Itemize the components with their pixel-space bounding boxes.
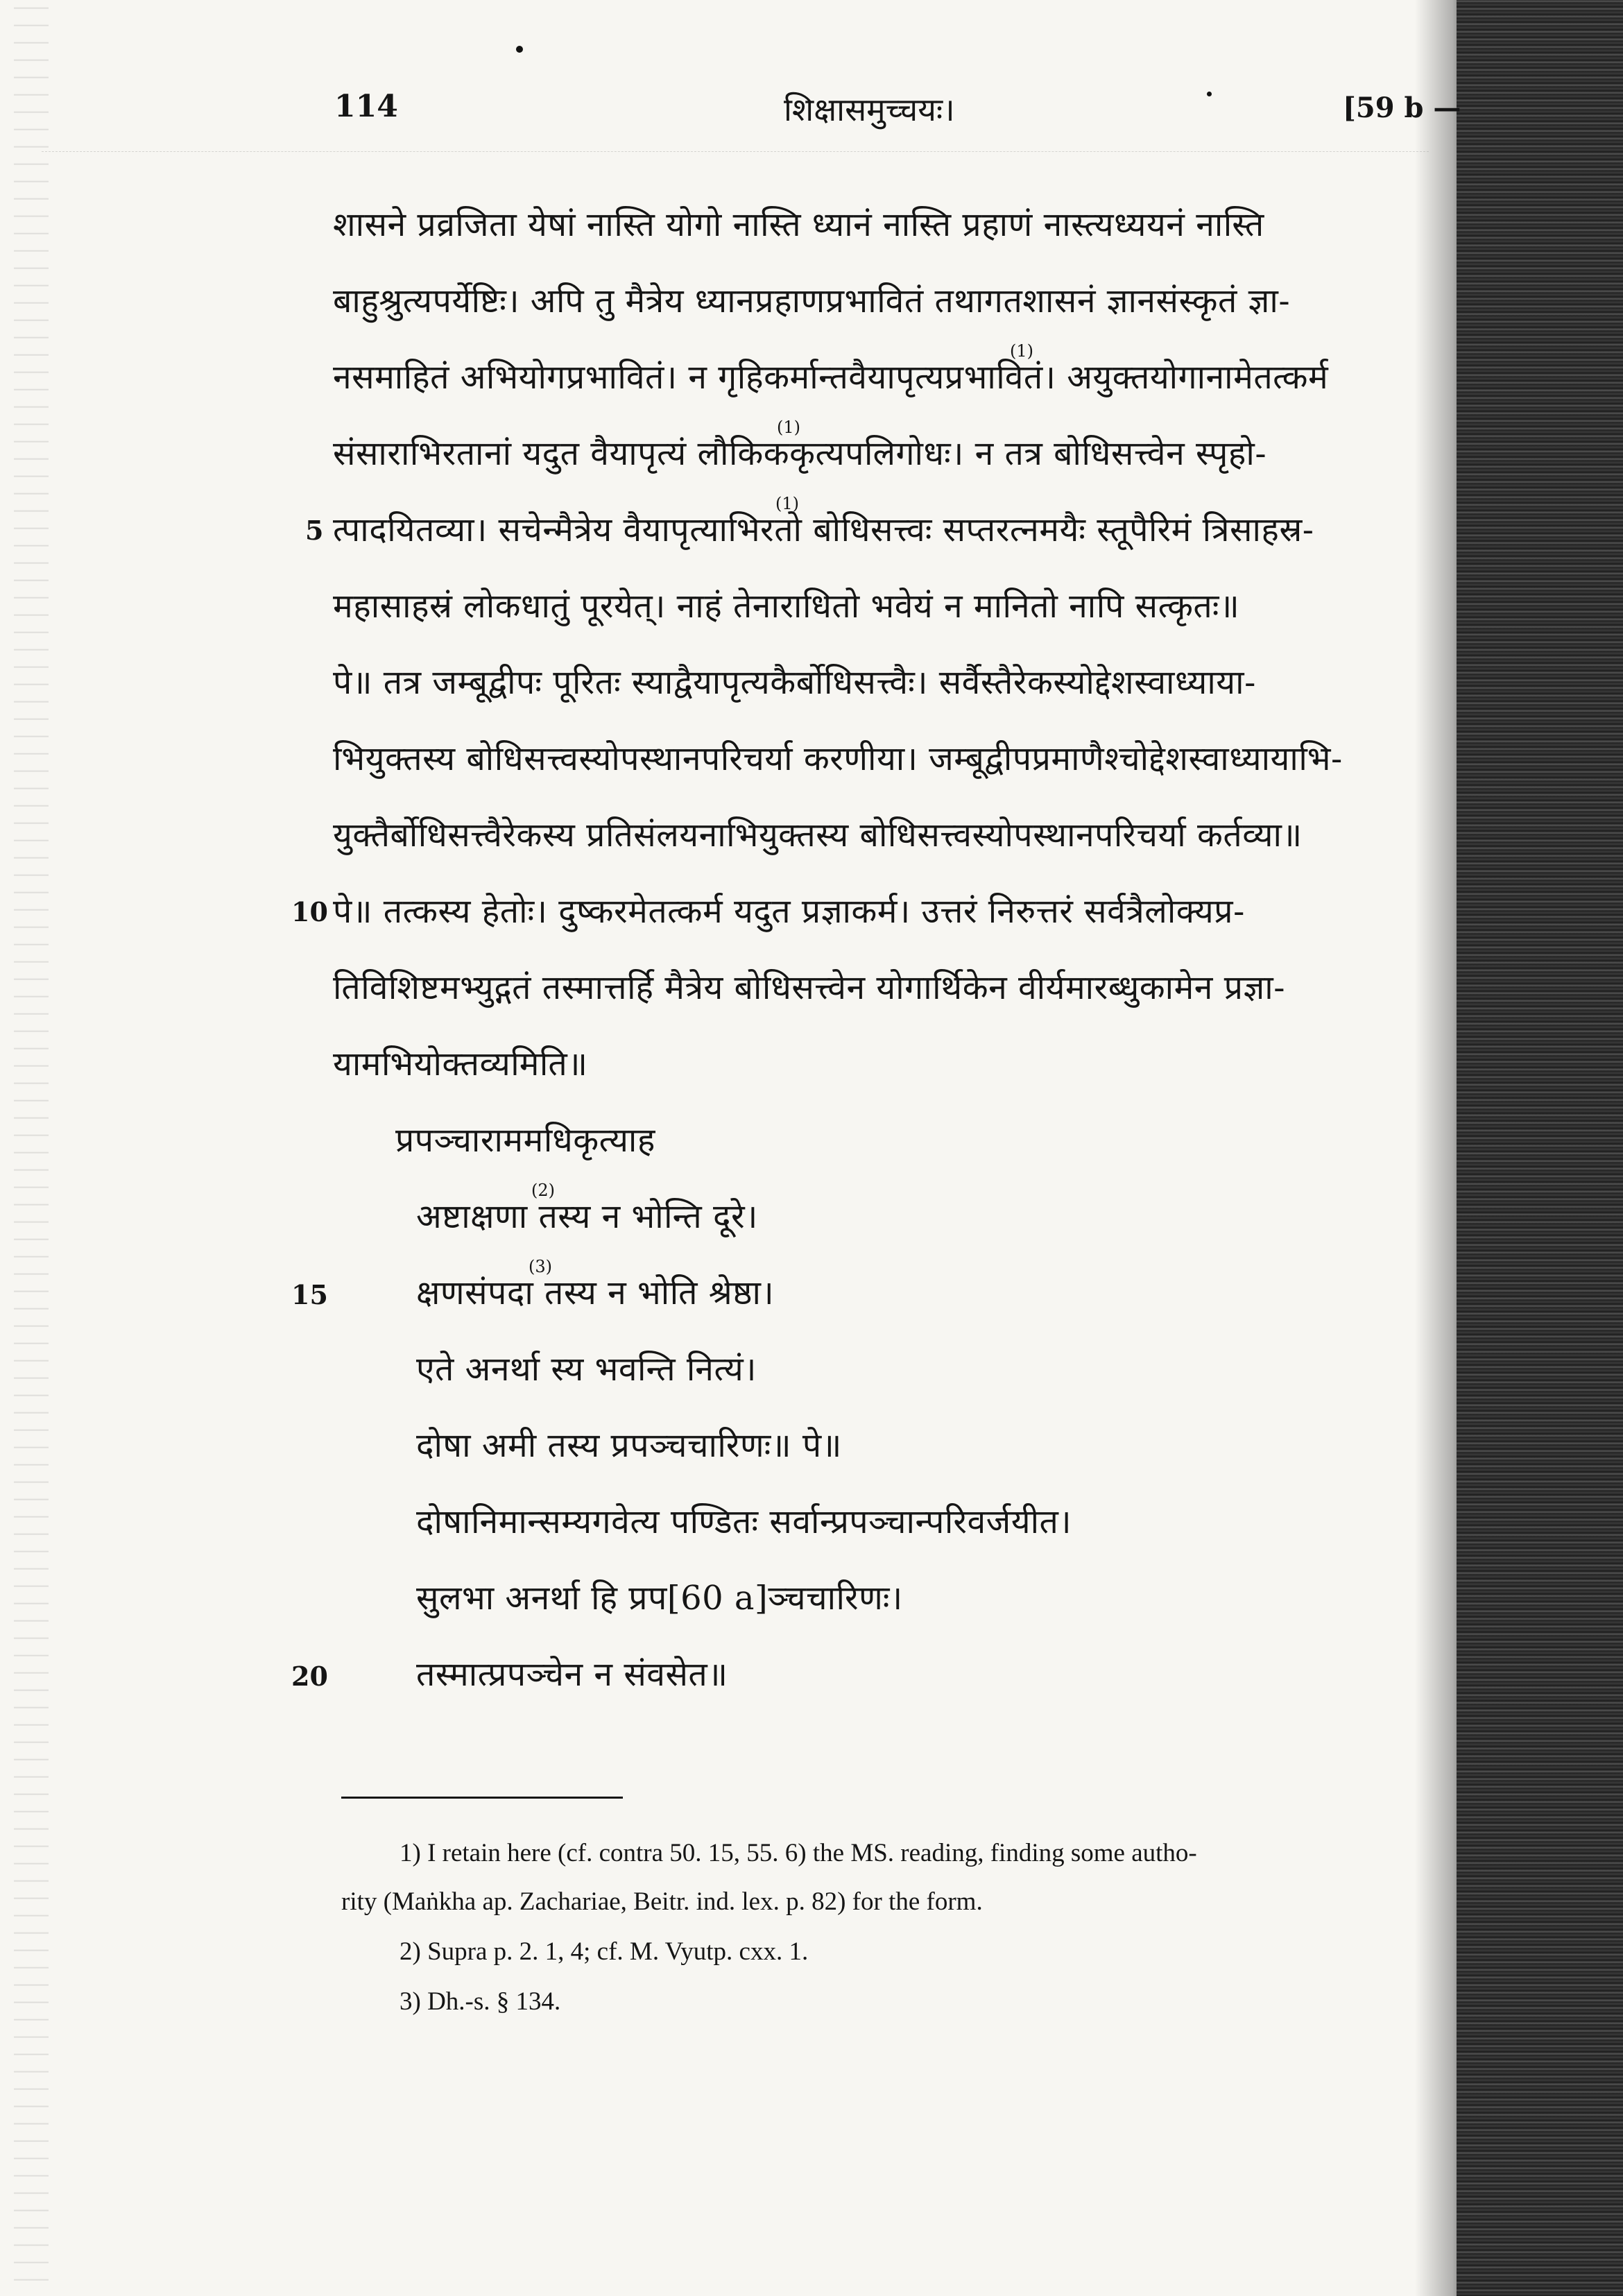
footnote-marker: (1) xyxy=(775,494,799,513)
text-line: भियुक्तस्य बोधिसत्त्वस्योपस्थानपरिचर्या करणीया। जम्बूद्वीपप्रमाणैश्चोद्देशस्वाध्यायाभि- xyxy=(333,739,1343,778)
binding-edge xyxy=(1457,0,1623,2296)
running-title: शिक्षासमुच्चयः। xyxy=(784,91,955,128)
verse-line: सुलभा अनर्था हि प्रप[60 a]ञ्चचारिणः। xyxy=(416,1579,903,1618)
footnote: rity (Maṅkha ap. Zachariae, Beitr. ind. lex. p. 82) for the form. xyxy=(341,1887,983,1916)
text-line: पे॥ तत्र जम्बूद्वीपः पूरितः स्याद्वैयापृत्यकैर्बोधिसत्त्वैः। सर्वैस्तैरेकस्योद्देशस्वाध्याया- xyxy=(333,663,1256,702)
footnote: 2) Supra p. 2. 1, 4; cf. M. Vyutp. cxx. 1. xyxy=(400,1937,809,1966)
margin-noise xyxy=(14,0,49,2296)
text-line: पे॥ तत्कस्य हेतोः। दुष्करमेतत्कर्म यदुत प्रज्ञाकर्म। उत्तरं निरुत्तरं सर्वत्रैलोक्यप्र- xyxy=(333,892,1245,931)
line-number: 20 xyxy=(291,1661,328,1692)
footnote-marker: (2) xyxy=(531,1181,555,1200)
footnote-marker: (3) xyxy=(529,1257,552,1276)
text-line: संसाराभिरतानां यदुत वैयापृत्यं लौकिककृत्यपलिगोधः। न तत्र बोधिसत्त्वेन स्पृहो- xyxy=(333,434,1267,473)
text-line: त्पादयितव्या। सचेन्मैत्रेय वैयापृत्याभिरतो बोधिसत्त्वः सप्तरत्नमयैः स्तूपैरिमं त्रिसाहस्र- xyxy=(333,511,1314,549)
verse-line: दोषानिमान्सम्यगवेत्य पण्डितः सर्वान्प्रपञ्चान्परिवर्जयीत। xyxy=(416,1502,1072,1541)
text-line: तिविशिष्टमभ्युद्गतं तस्मात्तर्हि मैत्रेय बोधिसत्त्वेन योगार्थिकेन वीर्यमारब्धुकामेन प्रज्ञा- xyxy=(333,968,1285,1007)
text-line: नसमाहितं अभियोगप्रभावितं। न गृहिकर्मान्तवैयापृत्यप्रभावितं। अयुक्तयोगानामेतत्कर्म xyxy=(333,358,1329,397)
text-line: युक्तैर्बोधिसत्त्वैरेकस्य प्रतिसंलयनाभियुक्तस्य बोधिसत्त्वस्योपस्थानपरिचर्या कर्तव्या॥ xyxy=(333,816,1303,855)
verse-line: दोषा अमी तस्य प्रपञ्चचारिणः॥ पे॥ xyxy=(416,1426,842,1465)
footnote: 3) Dh.-s. § 134. xyxy=(400,1987,561,2016)
footnote-rule xyxy=(341,1797,623,1799)
line-number: 15 xyxy=(291,1279,328,1310)
footnote-marker: (1) xyxy=(1010,341,1033,361)
text-line: शासने प्रव्रजिता येषां नास्ति योगो नास्ति ध्यानं नास्ति प्रहाणं नास्त्यध्ययनं नास्ति xyxy=(333,205,1264,244)
footnote-marker: (1) xyxy=(777,418,800,437)
header-rule xyxy=(42,151,1429,152)
footnote: 1) I retain here (cf. contra 50. 15, 55. 6) the MS. reading, finding some autho- xyxy=(400,1839,1197,1867)
page-number: 114 xyxy=(334,89,398,124)
verse-line: एते अनर्था स्य भवन्ति नित्यं। xyxy=(416,1350,757,1389)
verse-line: तस्मात्प्रपञ्चेन न संवसेत॥ xyxy=(416,1655,728,1694)
verse-intro: प्रपञ्चाराममधिकृत्याह xyxy=(395,1121,655,1160)
line-number: 5 xyxy=(305,515,324,546)
text-line: महासाहस्रं लोकधातुं पूरयेत्। नाहं तेनाराधितो भवेयं न मानितो नापि सत्कृतः॥ xyxy=(333,587,1240,626)
text-line: यामभियोक्तव्यमिति॥ xyxy=(333,1045,588,1083)
text-line: बाहुश्रुत्यपर्येष्टिः। अपि तु मैत्रेय ध्यानप्रहाणप्रभावितं तथागतशासनं ज्ञानसंस्कृतं ज्ञा- xyxy=(333,282,1291,320)
ink-spot xyxy=(1207,92,1212,96)
verse-line: अष्टाक्षणा तस्य न भोन्ति दूरे। xyxy=(416,1197,758,1236)
folio-reference: [59 b — xyxy=(1343,92,1461,124)
ink-spot xyxy=(516,46,523,53)
line-number: 10 xyxy=(291,896,328,927)
verse-line: क्षणसंपदा तस्य न भोति श्रेष्ठा। xyxy=(416,1274,775,1312)
